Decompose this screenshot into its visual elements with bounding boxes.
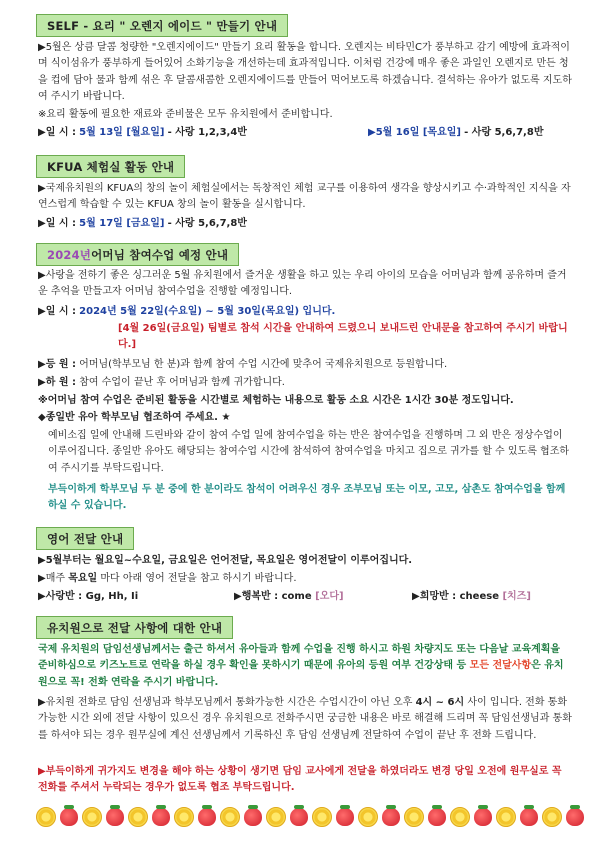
lemon-icon [358,807,378,827]
section-english-title: 영어 전달 안내 [47,531,124,546]
cooking-description: ▶5월은 상큼 달콤 청량한 "오렌지에이드" 만들기 요리 활동을 합니다. 오렌지는 비타민C가 풍부하고 감기 예방에 효과적이며 식이섬유가 풍부하게 들어있어 소화기능을 개선하는데 효과적입니다. 이처럼 건강에 매우 좋은 과일인 오렌지로 만든 청을 컵에 담아 물과 함께 섞은 후 달콤새콤한 오렌지에이드를 만들어 먹어보도록 하겠습니다. 결석하는 유아가 없도록 지도하여 주시기 바랍니다. [38,42,572,103]
all-day-class-notice: ◆종일반 유아 학부모님 협조하여 주세요. ★ [38,412,231,423]
cooking-note: ※요리 활동에 필요한 재료와 준비물은 모두 유치원에서 준비합니다. [38,109,333,120]
lemon-icon [82,807,102,827]
strawberry-icon [60,808,78,826]
fruit-border [36,802,572,832]
section-kfua-title: KFUA 체험실 활동 안내 [47,159,175,174]
lemon-icon [404,807,424,827]
lemon-icon [542,807,562,827]
english-reference: ▶매주 목요일 마다 아래 영어 전달을 참고 하시기 바랍니다. [38,573,297,584]
strawberry-icon [566,808,584,826]
strawberry-icon [474,808,492,826]
section-parent-class-header [36,243,239,266]
strawberry-icon [382,808,400,826]
contact-description: 국제 유치원의 담임선생님께서는 출근 하셔서 유아들과 함께 수업을 진행 하시고 하원 차량지도 또는 다음날 교육계획을 준비하심으로 키즈노트로 연락을 하실 경우 확인을 못하시기 때문에 유아의 등원 여부 건강상태 등 모든 전달사항은 유치원으로 꼭! 전화 연락을 주시기 바랍니다. [38,644,564,688]
strawberry-icon [152,808,170,826]
section-cooking-header [36,14,288,37]
parent-class-departure: ▶하 원 : 참여 수업이 끝난 후 어머님과 함께 귀가합니다. [38,377,285,388]
kfua-description: ▶국제유치원의 KFUA의 창의 놀이 체험실에서는 독창적인 체험 교구를 이용하여 생각을 향상시키고 수·과학적인 지식을 자연스럽게 학습할 수 있는 KFUA 창의 놀이 활동을 실시합니다. [38,183,571,211]
cooking-schedule-2: ▶5월 16일 [목요일] - 사랑 5,6,7,8반 [368,127,544,138]
contact-phone-hours: ▶유치원 전화로 담임 선생님과 학부모님께서 통화가능한 시간은 수업시간이 아닌 오후 4시 ~ 6시 사이 입니다. 전화 통화 가능한 시간 외에 전달 사항이 있으신 경우 유치원으로 전화주시면 궁금한 내용은 바로 해결해 드리며 꼭 담임선생님과 통화를 하셔야 되는 경우 원무실에 계신 선생님께서 기록하신 후 담임 선생님께 전달하여 수업이 끝난 후 전화 드립니다. [38,697,572,741]
lemon-icon [128,807,148,827]
lemon-icon [220,807,240,827]
parent-class-date-note: [4월 26일(금요일) 팀별로 참석 시간을 안내하여 드렸으니 보내드린 안내문을 참고하여 주시기 바랍니다.] [118,323,568,351]
strawberry-icon [198,808,216,826]
section-kfua-header [36,155,185,178]
section-parent-class-title: 어머님 참여수업 예정 안내 [91,247,229,262]
lemon-icon [450,807,470,827]
lemon-icon [496,807,516,827]
grandparent-participation: 부득이하게 학부모님 두 분 중에 한 분이라도 참석이 어려우신 경우 조부모님 또는 이모, 고모, 삼촌도 참여수업을 함께 하실 수 있습니다. [48,484,566,512]
strawberry-icon [290,808,308,826]
parent-class-date: ▶일 시 : 2024년 5월 22일(수요일) ~ 5월 30일(목요일) 입니다. [38,306,336,317]
section-english-header [36,527,134,550]
strawberry-icon [106,808,124,826]
kfua-schedule: ▶일 시 : 5월 17일 [금요일] - 사랑 5,6,7,8반 [38,218,247,229]
lemon-icon [174,807,194,827]
english-class-sarang: ▶사랑반 : Gg, Hh, Ii [38,591,139,602]
english-schedule: ▶5월부터는 월요일~수요일, 금요일은 언어전달, 목요일은 영어전달이 이루어집니다. [38,555,413,566]
lemon-icon [312,807,332,827]
all-day-class-description: 예비소집 일에 안내해 드린바와 같이 참여 수업 일에 참여수업을 하는 반은 참여수업을 진행하며 그 외 반은 정상수업이 이루어집니다. 종일반 유아도 해당되는 참여수업 시간에 참석하여 참여수업을 마치고 집으로 귀가를 할 수 있도록 협조하여 주시기를 부탁드립니다. [48,430,570,474]
lemon-icon [266,807,286,827]
english-class-haengbok: ▶행복반 : come [오다] [234,591,344,602]
pickup-change-notice: ▶부득이하게 귀가지도 변경을 해야 하는 상황이 생기면 담임 교사에게 전달을 하였더라도 변경 당일 오전에 원무실로 꼭 전화를 주셔서 누락되는 경우가 없도록 협조 부탁드립니다. [38,766,562,794]
section-contact-header [36,616,233,639]
parent-class-description: ▶사랑을 전하기 좋은 싱그러운 5월 유치원에서 즐거운 생활을 하고 있는 우리 아이의 모습을 어머님과 함께 공유하며 즐거운 추억을 만들고자 어머님 참여수업을 진행할 예정입니다. [38,270,567,298]
section-parent-class-year: 2024년 [47,247,92,262]
parent-class-arrival: ▶등 원 : 어머님(학부모님 한 분)과 함께 참여 수업 시간에 맞추어 국제유치원으로 등원합니다. [38,359,448,370]
section-contact-title: 유치원으로 전달 사항에 대한 안내 [47,620,223,635]
cooking-schedule: ▶일 시 : 5월 13일 [월요일] - 사랑 1,2,3,4반 [38,127,247,138]
parent-class-note: ※어머님 참여 수업은 준비된 활동을 시간별로 체험하는 내용으로 활동 소요 시간은 1시간 30분 정도입니다. [38,395,514,406]
strawberry-icon [336,808,354,826]
lemon-icon [36,807,56,827]
strawberry-icon [428,808,446,826]
strawberry-icon [244,808,262,826]
strawberry-icon [520,808,538,826]
section-cooking-title: SELF - 요리 " 오렌지 에이드 " 만들기 안내 [47,18,278,33]
english-class-huimang: ▶희망반 : cheese [치즈] [412,591,531,602]
